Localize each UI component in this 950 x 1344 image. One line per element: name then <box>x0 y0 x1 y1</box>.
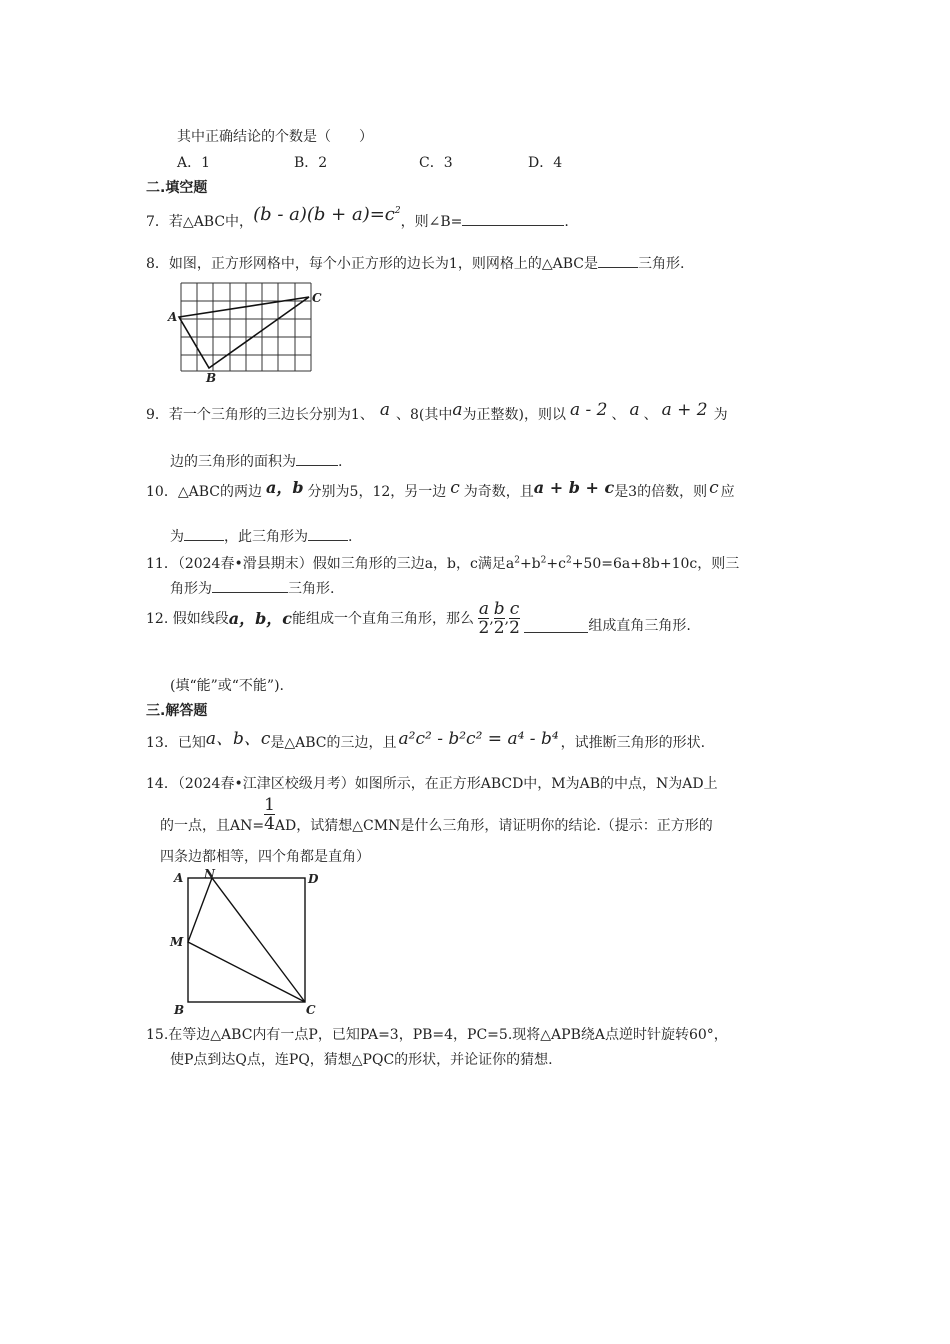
q11-text-2: +b <box>519 556 541 572</box>
q12-fraction-b <box>494 601 505 637</box>
section-title-fill-blank: 二.填空题 <box>146 180 208 196</box>
q14-label-m: M <box>170 935 184 949</box>
q12-segments-abc: a，b，c <box>228 609 293 628</box>
q8-label-a: A <box>168 310 178 324</box>
q9-sep-1: 、 <box>611 407 626 423</box>
q14-line2-b: AD，试猜想△CMN是什么三角形，请证明你的结论.（提示：正方形的 <box>274 818 713 834</box>
q15-line-2: 使P点到达Q点，连PQ，猜想△PQC的形状，并论证你的猜想. <box>170 1052 553 1068</box>
q9-expr-a-minus-2: a - 2 <box>569 400 608 420</box>
q8-triangle-abc <box>179 297 309 368</box>
q14-label-c: C <box>306 1003 316 1017</box>
q14-fraction-quarter <box>264 797 275 833</box>
question-13 <box>146 729 706 752</box>
question-12 <box>146 601 691 637</box>
q9-var-a-1: a <box>379 400 390 420</box>
question-14 <box>146 776 718 793</box>
q8-grid-lines <box>181 283 311 371</box>
q14-line2-a: 的一点，且AN= <box>160 818 265 834</box>
q10-text-5: 应 <box>720 484 735 500</box>
q10-num: 10． <box>146 484 178 500</box>
q12-frac-a-num: a <box>478 599 489 619</box>
q8-label-c: C <box>312 291 322 305</box>
question-15 <box>146 1027 728 1044</box>
q6-stem: 其中正确结论的个数是（ ） <box>177 129 373 145</box>
q9-text-3: 为正整数)，则以 <box>462 407 566 423</box>
q12-answer-blank[interactable] <box>524 620 588 633</box>
q12-text-3: 组成直角三角形. <box>588 618 691 634</box>
q14-label-b: B <box>174 1003 185 1017</box>
q13-num: 13． <box>146 735 178 751</box>
q11-text-4: +50=6a+8b+10c，则三 <box>571 556 740 572</box>
q11-text-1: （2024春•滑县期末）假如三角形的三边a，b，c满足a <box>177 556 515 572</box>
q6-option-c: C．3 <box>419 155 453 171</box>
q10-text-4: 是3的倍数，则 <box>614 484 708 500</box>
q10-answer-blank-2[interactable] <box>308 528 348 541</box>
q11-num: 11． <box>146 556 178 572</box>
q7-pre: 若△ABC中， <box>168 214 254 230</box>
q10-line2-a: 为 <box>170 529 184 545</box>
q8-answer-blank[interactable] <box>598 255 638 268</box>
q11-answer-blank[interactable] <box>212 580 288 593</box>
q11-line2-a: 角形为 <box>170 581 212 597</box>
q12-comma-1: , <box>489 611 494 627</box>
q8-text: 8．如图，正方形网格中，每个小正方形的边长为1，则网格上的△ABC是 <box>146 256 598 272</box>
q11-text-3: +c <box>546 556 566 572</box>
q7-formula <box>253 204 401 225</box>
q7-formula-left: (b - a)(b + a) <box>253 204 370 225</box>
q11-exp-3: 2 <box>565 555 572 566</box>
q10-var-c-2: c <box>709 478 719 498</box>
q9-text-4: 为 <box>713 407 728 423</box>
q10-text-3: 为奇数，且 <box>463 484 534 500</box>
q12-line-2: (填“能”或“不能”). <box>170 678 285 694</box>
q15-num: 15. <box>146 1027 169 1043</box>
question-11 <box>146 556 739 573</box>
q9-var-a-2: a <box>452 400 463 420</box>
q10-line2-b: ，此三角形为 <box>224 529 308 545</box>
q10-sum-abc: a + b + c <box>533 478 615 497</box>
section-title-solve: 三.解答题 <box>146 703 208 719</box>
q11-line2-b: 三角形. <box>288 581 335 597</box>
q12-text-1: 假如线段 <box>172 611 229 627</box>
q12-fraction-c <box>509 601 520 637</box>
q10-text-2: 分别为5，12，另一边 <box>307 484 447 500</box>
question-10 <box>146 478 735 501</box>
q14-square-figure <box>168 866 328 1018</box>
question-8 <box>146 255 684 273</box>
q7-post: ，则∠B= <box>400 214 463 230</box>
q9-text-1: 若一个三角形的三边长分别为1、 <box>168 407 374 423</box>
q14-label-a: A <box>174 871 184 885</box>
q7-formula-right: =c <box>369 204 395 225</box>
q15-line-1: 在等边△ABC内有一点P，已知PA=3，PB=4，PC=5.现将△APB绕A点逆时针旋转60°， <box>168 1027 728 1043</box>
q12-comma-2: , <box>504 611 510 627</box>
q6-option-a: A．1 <box>177 155 211 171</box>
q9-end: . <box>338 454 343 470</box>
q14-label-d: D <box>308 872 319 886</box>
q13-text-2: 是△ABC的三边，且 <box>270 735 397 751</box>
q11-exp-1: 2 <box>514 555 520 566</box>
q11-exp-2: 2 <box>540 555 547 566</box>
q13-text-1: 已知 <box>177 735 206 751</box>
question-9 <box>146 400 728 424</box>
q9-text-2: 、8(其中 <box>395 407 453 423</box>
q8-label-b: B <box>206 371 217 385</box>
q9-num: 9． <box>146 407 169 423</box>
q14-triangle-cmn <box>188 878 305 1002</box>
q7-answer-blank[interactable] <box>462 213 564 226</box>
q12-frac-b-num: b <box>493 599 505 619</box>
q10-answer-blank-1[interactable] <box>184 528 224 541</box>
q12-frac-c-den: 2 <box>509 618 520 638</box>
question-14-line-2 <box>160 797 713 833</box>
q12-frac-c-num: c <box>509 599 520 619</box>
q12-num: 12. <box>146 611 169 627</box>
q6-option-b: B．2 <box>294 155 328 171</box>
question-10-line-2 <box>170 528 352 546</box>
q9-line2-text: 边的三角形的面积为 <box>170 454 296 470</box>
q14-frac-num: 1 <box>264 795 275 815</box>
q10-sides-ab: a，b <box>265 478 304 497</box>
question-9-line-2 <box>170 453 342 471</box>
q14-text-1: （2024春•江津区校级月考）如图所示，在正方形ABCD中，M为AB的中点，N为AD上 <box>177 776 718 792</box>
q12-text-2: 能组成一个直角三角形，那么 <box>292 611 475 627</box>
q6-option-d: D．4 <box>528 155 563 171</box>
q9-answer-blank[interactable] <box>296 453 338 466</box>
q14-frac-den: 4 <box>264 814 275 834</box>
q8-grid-figure <box>166 280 336 385</box>
q7-exponent: 2 <box>394 206 401 216</box>
q12-frac-a-den: 2 <box>478 618 490 638</box>
q9-expr-a-plus-2: a + 2 <box>661 400 708 420</box>
q8-end: 三角形. <box>637 256 685 272</box>
q9-sep-2: 、 <box>643 407 658 423</box>
question-11-line-2 <box>170 580 334 598</box>
q7-end: . <box>564 214 569 230</box>
q13-formula: a²c² - b²c² = a⁴ - b⁴ <box>398 729 559 749</box>
question-7 <box>146 204 569 232</box>
q12-fraction-a <box>478 601 489 637</box>
q9-var-a-3: a <box>629 400 640 420</box>
q14-label-n: N <box>204 867 215 881</box>
q13-text-3: ，试推断三角形的形状. <box>560 735 706 751</box>
q10-end: . <box>348 529 353 545</box>
q14-num: 14． <box>146 776 178 792</box>
q7-num: 7． <box>146 214 169 230</box>
q12-frac-b-den: 2 <box>493 618 505 638</box>
q10-text-1: △ABC的两边 <box>177 484 262 500</box>
q10-var-c-1: c <box>450 478 460 498</box>
q14-line-3: 四条边都相等，四个角都是直角） <box>160 849 370 865</box>
q13-sides-abc: a、b、c <box>205 729 271 749</box>
